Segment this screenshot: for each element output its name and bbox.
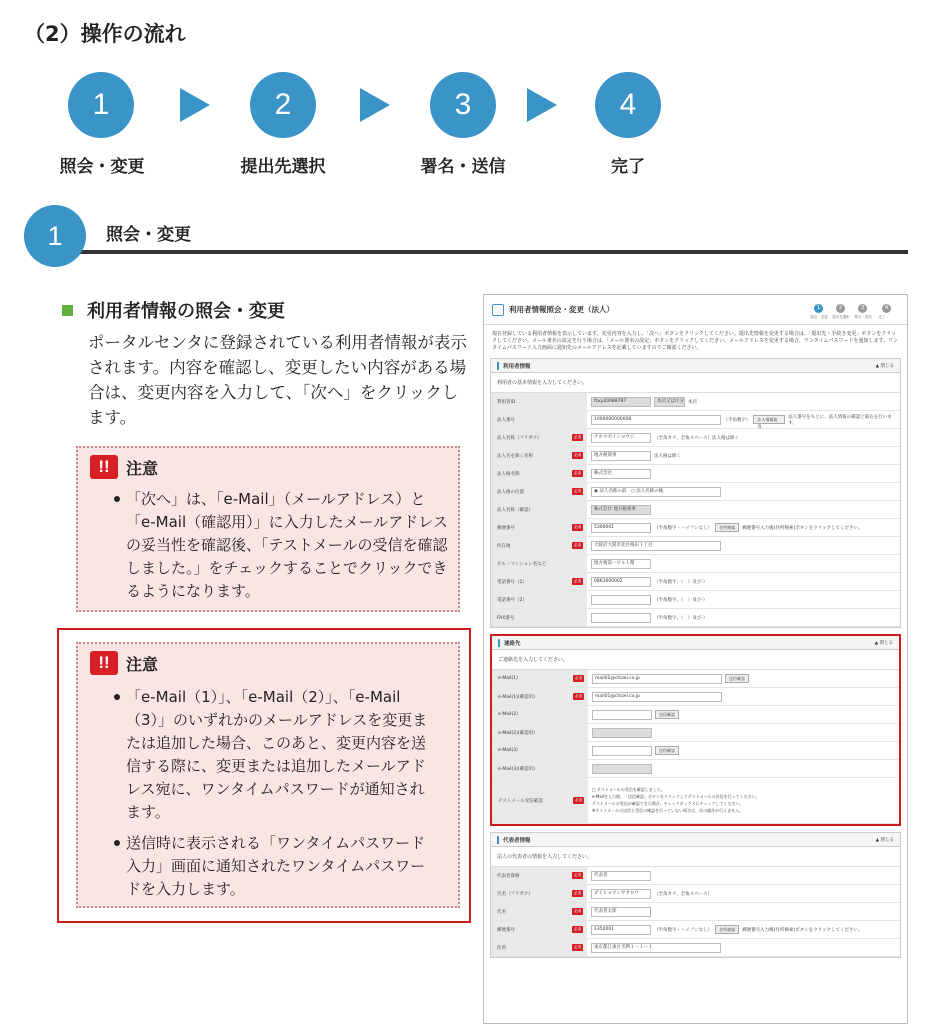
form-row: [491, 465, 900, 483]
field-input[interactable]: 代表者太郎: [591, 907, 651, 917]
field-input[interactable]: [591, 613, 651, 623]
field-label: 電話番号（2）: [491, 591, 587, 608]
field-label: 氏名 必須: [491, 903, 587, 920]
field-note: （全角カナ、全角スペース）法人格は除く: [654, 435, 739, 441]
field-input[interactable]: 地方税商事: [591, 451, 651, 461]
required-badge: 必須: [574, 873, 581, 877]
note-heading: [90, 651, 158, 675]
test-mail-note: テストメールの受信が確認できた場合、チェックボックスにチェックしてください。: [592, 801, 744, 806]
arrow-icon: [360, 88, 390, 122]
field-note: 郵便番号入力後(住所検索)ボタンをクリックしてください。: [742, 927, 863, 933]
note-box: [76, 642, 460, 908]
field-input[interactable]: 1000000000008: [591, 415, 721, 425]
panel-desc: ご連絡先を入力してください。: [492, 650, 899, 670]
field-label: 法人番号: [491, 411, 587, 428]
form-row: [491, 537, 900, 555]
panel-desc: 法人の代表者の情報を入力してください。: [491, 847, 900, 867]
mini-step-label: 完了: [878, 315, 886, 319]
field-label: 法人名称（フリガナ） 必須: [491, 429, 587, 446]
field-input[interactable]: 株式会社 地方税商事: [591, 505, 651, 515]
field-note: （半角数字、（ ）及び-）: [654, 579, 708, 585]
screen-title: 利用者情報照会・変更（法人）: [509, 305, 614, 314]
field-input[interactable]: 東京都江東区毛利１－１－１: [591, 943, 721, 953]
arrow-icon: [527, 88, 557, 122]
form-row: [491, 483, 900, 501]
field-label: 法人格の位置 必須: [491, 483, 587, 500]
field-note: 法人格は除く: [654, 453, 681, 459]
required-badge: 必須: [574, 525, 581, 529]
required-badge: 必須: [574, 945, 581, 949]
field-label: FAX番号: [491, 609, 587, 626]
field-label: 法人格名称 必須: [491, 465, 587, 482]
field-input[interactable]: [592, 710, 652, 720]
note-item: 送信時に表示される「ワンタイムパスワード入力」画面に通知されたワンタイムパスワードを入力します。: [114, 832, 439, 901]
mini-step: 1: [814, 304, 823, 313]
form-row: [491, 591, 900, 609]
note-item: 「e-Mail（1）」、「e-Mail（2）」、「e-Mail（3）」のいずれかのメールアドレスを変更または追加した場合、このあと、変更内容を送信する際に、変更または追加したメールアドレス宛に、ワンタイムパスワードが通知されます。: [114, 686, 439, 824]
note-list: [114, 488, 454, 611]
test-mail-note: ※テストメールの送信と受信の確認を行っていない場合は、次の操作が行えません。: [592, 808, 744, 813]
note-heading: [90, 455, 158, 479]
field-note: （全角カナ、全角スペース）: [654, 891, 712, 897]
panel-contact: [490, 634, 901, 826]
required-badge: 必須: [574, 453, 581, 457]
section-number-circle: 1: [24, 205, 86, 267]
test-mail-checkbox[interactable]: □ テストメールの受信を確認しました。: [592, 787, 665, 792]
step-4-circle: 4: [595, 72, 661, 138]
note-heading-text: 注意: [126, 458, 159, 478]
field-label: 氏名（フリガナ） 必須: [491, 885, 587, 902]
step-3-label: 署名・送信: [420, 157, 506, 177]
page-title: （2）操作の流れ: [24, 22, 186, 46]
field-label: 法人名を除く名称 必須: [491, 447, 587, 464]
required-badge: 必須: [574, 471, 581, 475]
field-input[interactable]: 株式会社: [591, 469, 651, 479]
exclamation-icon: !!: [90, 455, 118, 479]
field-input[interactable]: mail01@chizei.co.jp: [592, 692, 722, 702]
section-title: 照会・変更: [106, 225, 191, 245]
arrow-icon: [180, 88, 210, 122]
field-note: 法人番号をもとに、法人情報の確認と取込を行います。: [788, 414, 892, 426]
step-4-label: 完了: [611, 157, 645, 177]
form-row: [491, 411, 900, 429]
mini-step-label: 提出先選択: [832, 315, 850, 319]
field-input[interactable]: 1350001: [591, 925, 651, 935]
field-input[interactable]: ダイヒョウシヤタロウ: [591, 889, 651, 899]
form-row: [491, 903, 900, 921]
square-bullet-icon: [62, 305, 73, 316]
mini-step: 3: [858, 304, 867, 313]
field-input[interactable]: fzxy20088787: [591, 397, 651, 407]
exclamation-icon: !!: [90, 651, 118, 675]
field-input[interactable]: 0863000002: [591, 577, 651, 587]
field-hint: （半角数字・ハイフンなし）: [654, 927, 713, 933]
required-badge: 必須: [574, 909, 581, 913]
test-mail-row: [492, 778, 899, 824]
note-item: 「次へ」は、「e-Mail」（メールアドレス）と「e-Mail（確認用）」に入力したメールアドレスの妥当性を確認後、「テストメールの受信を確認しました。」をチェックすることでクリックできるようになります。: [114, 488, 454, 603]
required-badge: 必須: [574, 927, 581, 931]
panel-representative: [490, 832, 901, 958]
field-hint: （半角数字）: [723, 417, 751, 423]
note-box: [76, 446, 460, 612]
required-badge: 必須: [574, 489, 581, 493]
field-label: 本店又は区分: [654, 397, 685, 407]
subsection-heading: [62, 297, 285, 323]
field-label: 住所 必須: [491, 939, 587, 956]
form-row: [491, 885, 900, 903]
step-3-circle: 3: [430, 72, 496, 138]
field-button[interactable]: 送信確認: [655, 746, 679, 755]
field-input[interactable]: [592, 746, 652, 756]
embedded-screenshot: [483, 294, 908, 1024]
field-label: e-Mail(3): [492, 742, 588, 759]
mini-step: 2: [836, 304, 845, 313]
field-label: 郵便番号 必須: [491, 921, 587, 938]
required-badge: 必須: [575, 694, 582, 698]
step-2-label: 提出先選択: [240, 157, 326, 177]
form-row: [491, 573, 900, 591]
collapse-button[interactable]: ▲ 閉じる: [874, 640, 893, 646]
panel-title: 連絡先: [498, 639, 521, 647]
panel-user-info: [490, 358, 901, 628]
field-input[interactable]: 地方税第一ビル１階: [591, 559, 651, 569]
field-button[interactable]: 法人情報取得: [753, 415, 785, 424]
field-label: 郵便番号 必須: [491, 519, 587, 536]
panel-title: 代表者情報: [497, 836, 531, 844]
field-hint: （半角数字・ハイフンなし）: [654, 525, 713, 531]
field-input[interactable]: 代表者: [591, 871, 651, 881]
field-label: 代表者資格 必須: [491, 867, 587, 884]
field-button[interactable]: 送信確認: [725, 674, 749, 683]
panel-title: 利用者情報: [497, 362, 531, 370]
collapse-button[interactable]: ▲ 閉じる: [875, 837, 894, 843]
field-label: 利用者ID: [491, 393, 587, 410]
form-row: [491, 921, 900, 939]
field-input[interactable]: ◉ 法人名称の前 ○ 法人名称の後: [591, 487, 721, 497]
subsection-title: 利用者情報の照会・変更: [87, 301, 285, 322]
form-row: [491, 867, 900, 885]
form-row: [492, 706, 899, 724]
field-label: テストメール受信確認 必須: [492, 778, 588, 823]
panel-desc: 利用者の基本情報を入力してください。: [491, 373, 900, 393]
field-label: 所在地 必須: [491, 537, 587, 554]
field-label: e-Mail(2): [492, 706, 588, 723]
field-input[interactable]: [592, 764, 652, 774]
field-note: （半角数字、（ ）及び-）: [654, 597, 708, 603]
form-row: [492, 760, 899, 778]
field-button[interactable]: 送信確認: [655, 710, 679, 719]
mini-step-label: 照会・変更: [810, 315, 828, 319]
field-value: 本店: [688, 399, 697, 405]
mini-step: 4: [882, 304, 891, 313]
form-row: [492, 670, 899, 688]
step-1-circle: 1: [68, 72, 134, 138]
collapse-button[interactable]: ▲ 閉じる: [875, 363, 894, 369]
user-icon: [492, 304, 504, 316]
form-row: [491, 447, 900, 465]
form-row: [491, 519, 900, 537]
form-row: [492, 688, 899, 706]
field-input[interactable]: チホウゼイシヨウジ: [591, 433, 651, 443]
form-row: [491, 393, 900, 411]
body-text: ポータルセンタに登録されている利用者情報が表示されます。内容を確認し、変更したい内容がある場合は、変更内容を入力して、「次へ」をクリックします。: [88, 333, 467, 427]
required-badge: 必須: [575, 676, 582, 680]
field-input[interactable]: 大阪府大阪市北区梅田１丁目: [591, 541, 721, 551]
field-label: e-Mail(3)(確認用): [492, 760, 588, 777]
section-divider: [70, 250, 908, 254]
field-label: e-Mail(1) 必須: [492, 670, 588, 687]
form-row: [491, 429, 900, 447]
form-row: [491, 555, 900, 573]
field-input[interactable]: [592, 728, 652, 738]
step-2-circle: 2: [250, 72, 316, 138]
field-button[interactable]: 住所検索: [715, 523, 739, 532]
field-label: 電話番号（1） 必須: [491, 573, 587, 590]
field-note: （半角数字、（ ）及び-）: [654, 615, 708, 621]
field-input[interactable]: 5300001: [591, 523, 651, 533]
field-note: 郵便番号入力後(住所検索)ボタンをクリックしてください。: [742, 525, 863, 531]
field-input[interactable]: mail01@chizei.co.jp: [592, 674, 722, 684]
field-button[interactable]: 住所検索: [715, 925, 739, 934]
note-list: [114, 686, 439, 909]
form-row: [492, 742, 899, 760]
form-row: [492, 724, 899, 742]
field-label: e-Mail(1)(確認用) 必須: [492, 688, 588, 705]
field-label: e-Mail(2)(確認用): [492, 724, 588, 741]
step-1-label: 照会・変更: [59, 157, 145, 177]
required-badge: 必須: [574, 435, 581, 439]
field-label: ビル・マンション名など: [491, 555, 587, 572]
field-input[interactable]: [591, 595, 651, 605]
form-row: [491, 501, 900, 519]
required-badge: 必須: [574, 543, 581, 547]
required-badge: 必須: [574, 891, 581, 895]
form-row: [491, 609, 900, 627]
mini-step-label: 署名・送信: [854, 315, 872, 319]
test-mail-note: e-Mailを入力後、「送信確認」ボタンをクリックしてテストメールの送信を行ってください。: [592, 794, 760, 799]
field-label: 法人名称（確認）: [491, 501, 587, 518]
intro-text: 現在登録している利用者情報を表示しています。変更内容を入力し、「次へ」ボタンをクリックしてください。提出先情報を変更する場合は、「提出先・手続き変更」ボタンをクリックしてください。メール署名の設定を行う場合は、「メール署名の設定」ボタンをクリックしてください。メールアドレスを変更する場合、ワンタイムパスワードを通知します。ワンタイムパスワード入力画面に通知先のメールアドレスを記載していますのでご確認ください。: [492, 331, 899, 351]
note-heading-text: 注意: [126, 654, 159, 674]
required-badge: 必須: [574, 579, 581, 583]
form-row: [491, 939, 900, 957]
